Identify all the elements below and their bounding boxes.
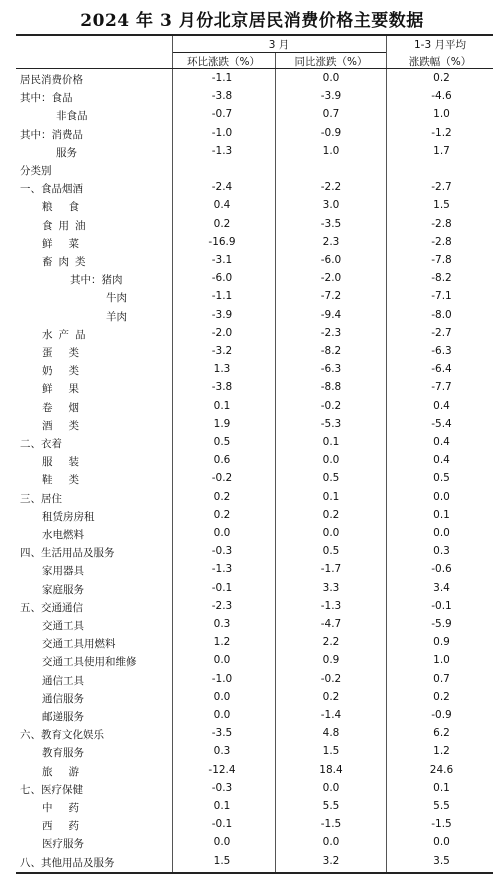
mom-value: -1.3 [211,563,233,576]
yoy-value: -6.0 [320,254,342,266]
avg-value: 1.0 [433,654,450,667]
row-label: 非食品 [56,110,88,123]
table-row [16,88,493,106]
mom-value: 0.0 [213,527,231,539]
row-label: 六、教育文化娱乐 [20,729,104,742]
table-row [16,343,493,361]
mom-value: -16.9 [208,235,236,248]
mom-value: -0.2 [211,472,233,485]
yoy-value: 5.5 [322,800,340,812]
mom-value: -1.1 [211,290,233,303]
table-row [16,179,493,197]
header-change-rate: 涨跌幅（%） [408,56,472,68]
row-label: 奶类 [42,365,95,378]
column-divider [172,69,173,872]
row-label: 四、生活用品及服务 [20,547,115,560]
row-label: 租赁房房租 [42,510,95,523]
row-label: 食用油 [42,219,92,232]
mom-value: -3.9 [211,308,233,321]
row-label: 其中：猪肉 [70,274,123,287]
yoy-value: -8.8 [320,381,342,394]
row-label: 居民消费价格 [20,74,83,86]
row-label: 教育服务 [42,747,84,760]
row-label: 医疗服务 [42,838,84,851]
yoy-value: 0.0 [322,454,340,467]
table-row [16,853,493,871]
yoy-value: -0.2 [320,399,342,412]
table-row [16,70,493,88]
header-yoy-change: 同比涨跌（%） [294,56,368,68]
yoy-value: -2.2 [320,181,342,194]
yoy-value: 0.0 [322,527,340,539]
yoy-value: -1.3 [320,599,342,612]
avg-value: 3.4 [433,581,450,594]
row-label: 交通工具用燃料 [42,638,116,651]
mom-value: -1.1 [211,72,233,84]
avg-value: -8.0 [431,308,452,321]
avg-value: 0.2 [433,72,450,84]
table-row [16,216,493,234]
table-row [16,507,493,525]
yoy-value: 1.5 [322,745,340,758]
table-row [16,561,493,579]
table-row [16,434,493,452]
avg-value: -7.7 [431,381,452,394]
yoy-value: -1.7 [320,563,342,576]
yoy-value: 2.3 [322,235,340,248]
mom-value: -12.4 [208,763,236,776]
table-row [16,652,493,670]
row-label: 八、其他用品及服务 [20,856,115,869]
page-title: 2024 年 3 月份北京居民消费价格主要数据 [80,11,424,31]
row-label: 卷烟 [42,401,95,414]
table-row [16,525,493,543]
table-row [16,634,493,652]
row-label: 蛋类 [42,347,95,359]
avg-value: 0.1 [433,781,450,794]
table-row [16,398,493,416]
yoy-value: -4.7 [320,618,342,630]
avg-value: -6.3 [431,345,452,357]
yoy-value: 0.0 [322,72,340,84]
row-label: 中药 [42,802,95,814]
row-label: 酒类 [42,419,95,432]
column-divider [275,69,276,872]
yoy-value: -0.9 [320,126,342,139]
mom-value: -1.0 [211,672,233,685]
avg-value: 0.3 [433,545,450,558]
table-bottom-rule [16,872,493,874]
mom-value: 1.9 [213,417,231,430]
avg-value: 6.2 [433,727,450,740]
row-label: 水产品 [42,328,92,341]
avg-value: 1.5 [433,199,450,212]
mom-value: 1.5 [213,854,231,867]
table-row [16,598,493,616]
table-row [16,743,493,761]
avg-value: 0.4 [433,454,450,467]
yoy-value: 3.0 [322,199,340,212]
table-row [16,125,493,143]
mom-value: -1.0 [211,126,233,139]
table-row [16,106,493,124]
avg-value: 0.4 [433,399,450,412]
yoy-value: 0.1 [322,436,340,448]
row-label: 鞋类 [42,474,95,487]
mom-value: -2.3 [211,599,233,612]
row-label: 通信服务 [42,692,84,705]
row-label: 一、食品烟酒 [20,183,83,196]
avg-value: 0.5 [433,472,450,485]
avg-value: 0.2 [433,690,450,703]
header-mom-change: 环比涨跌（%） [187,56,260,68]
avg-value: -5.9 [431,618,452,630]
row-label: 家庭服务 [42,583,84,596]
avg-value: -0.1 [431,599,452,612]
avg-value: -0.9 [431,709,452,721]
row-label: 其中：食品 [20,92,73,105]
mom-value: -1.3 [211,144,233,157]
avg-value: -6.4 [431,363,452,376]
avg-value: -2.7 [431,181,452,194]
table-row [16,798,493,816]
mom-value: -0.7 [211,108,233,121]
avg-value: 24.6 [429,763,454,776]
yoy-value: -1.4 [320,709,342,721]
yoy-value: -1.5 [320,818,342,831]
table-row [16,307,493,325]
table-row [16,707,493,725]
row-label: 畜肉类 [42,256,92,268]
table-row [16,834,493,852]
table-row [16,270,493,288]
table-row [16,543,493,561]
yoy-value: 0.9 [322,654,340,667]
row-label: 通信工具 [42,674,84,687]
mom-value: 0.2 [213,490,231,503]
table-top-rule [16,34,493,36]
yoy-value: -0.2 [320,672,342,685]
avg-value: 0.0 [433,490,450,503]
mom-value: -2.0 [211,326,233,339]
yoy-value: 0.1 [322,490,340,503]
row-label: 二、衣着 [20,438,62,450]
table-row [16,234,493,252]
avg-value: 0.4 [433,436,450,448]
table-row [16,252,493,270]
table-row [16,689,493,707]
mom-value: -6.0 [211,272,233,285]
row-label: 五、交通通信 [20,601,83,614]
mom-value: -3.1 [211,254,233,266]
row-label: 服务 [56,146,77,159]
avg-value: -2.8 [431,235,452,248]
table-row [16,361,493,379]
avg-value: 0.0 [433,836,450,849]
mom-value: -0.3 [211,545,233,558]
header-group-march: 3 月 [268,39,290,51]
mom-value: 0.3 [213,618,231,630]
yoy-value: 4.8 [322,727,340,740]
yoy-value: 2.2 [322,636,340,649]
row-label: 服装 [42,456,95,469]
mom-value: 0.0 [213,654,231,667]
table-row [16,580,493,598]
mom-value: -0.1 [211,581,233,594]
table-row [16,379,493,397]
column-divider [386,69,387,872]
row-label: 邮递服务 [42,711,84,723]
table-row [16,452,493,470]
avg-value: -7.1 [431,290,452,303]
mom-value: 0.2 [213,508,231,521]
yoy-value: -3.5 [320,217,342,230]
yoy-value: -2.0 [320,272,342,285]
table-row [16,143,493,161]
yoy-value: -8.2 [320,345,342,357]
row-label: 家用器具 [42,565,84,578]
row-label: 交通工具使用和维修 [42,656,137,669]
row-label: 水电燃料 [42,529,84,541]
yoy-value: -9.4 [320,308,342,321]
avg-value: 3.5 [433,854,450,867]
row-label: 粮食 [42,201,95,214]
avg-value: 5.5 [433,800,450,812]
mom-value: 0.1 [213,800,231,812]
row-label: 西药 [42,820,95,833]
mom-value: 0.3 [213,745,231,758]
yoy-value: -5.3 [320,417,342,430]
mom-value: 0.2 [213,217,231,230]
avg-value: 0.1 [433,508,450,521]
table-row [16,197,493,215]
mom-value: 0.1 [213,399,231,412]
avg-value: 0.9 [433,636,450,649]
table-row [16,816,493,834]
mom-value: -3.8 [211,90,233,103]
yoy-value: 0.7 [322,108,340,121]
mom-value: -0.3 [211,781,233,794]
table-row [16,616,493,634]
yoy-value: 18.4 [319,763,343,776]
table-row [16,416,493,434]
row-label: 交通工具 [42,620,84,632]
table-row [16,725,493,743]
table-row [16,489,493,507]
avg-value: -5.4 [431,417,452,430]
yoy-value: -6.3 [320,363,342,376]
avg-value: -8.2 [431,272,452,285]
avg-value: 0.0 [433,527,450,539]
row-label: 旅游 [42,765,95,778]
yoy-value: -3.9 [320,90,342,103]
yoy-value: 0.5 [322,472,340,485]
yoy-value: 0.2 [322,508,340,521]
mom-value: 0.0 [213,836,231,849]
row-label: 羊肉 [106,310,127,323]
yoy-value: 0.5 [322,545,340,558]
avg-value: -0.6 [431,563,452,576]
yoy-value: 0.0 [322,836,340,849]
mom-value: 0.6 [213,454,231,467]
yoy-value: 0.0 [322,781,340,794]
row-label: 鲜果 [42,383,95,396]
row-label: 其中：消费品 [20,128,83,141]
row-label: 分类别 [20,165,52,177]
table-row [16,780,493,798]
mom-value: -3.8 [211,381,233,394]
avg-value: -1.2 [431,126,452,139]
mom-value: 0.0 [213,690,231,703]
mom-value: -3.2 [211,345,233,357]
avg-value: -2.8 [431,217,452,230]
table-row [16,671,493,689]
row-label: 鲜菜 [42,237,95,250]
mom-value: -0.1 [211,818,233,831]
yoy-value: 0.2 [322,690,340,703]
row-label: 三、居住 [20,492,62,505]
avg-value: -7.8 [431,254,452,266]
yoy-value: 3.3 [322,581,340,594]
mom-value: -3.5 [211,727,233,740]
yoy-value: 3.2 [322,854,340,867]
header-group-q1-average: 1-3 月平均 [414,39,466,51]
yoy-value: -2.3 [320,326,342,339]
row-label: 牛肉 [106,292,127,305]
avg-value: 1.7 [433,144,450,157]
mom-value: 0.0 [213,709,231,721]
avg-value: 1.2 [433,745,450,758]
mom-value: 1.3 [213,363,231,376]
mom-value: 0.5 [213,436,231,448]
mom-value: -2.4 [211,181,233,194]
table-row [16,762,493,780]
header-group-rule [172,52,386,53]
avg-value: 1.0 [433,108,450,121]
yoy-value: 1.0 [322,144,340,157]
table-row [16,288,493,306]
mom-value: 1.2 [213,636,231,649]
yoy-value: -7.2 [320,290,342,303]
avg-value: -2.7 [431,326,452,339]
avg-value: 0.7 [433,672,450,685]
mom-value: 0.4 [213,199,231,212]
avg-value: -1.5 [431,818,452,831]
avg-value: -4.6 [431,90,452,103]
table-row [16,325,493,343]
table-row [16,470,493,488]
row-label: 七、医疗保健 [20,783,83,796]
table-row [16,161,493,179]
